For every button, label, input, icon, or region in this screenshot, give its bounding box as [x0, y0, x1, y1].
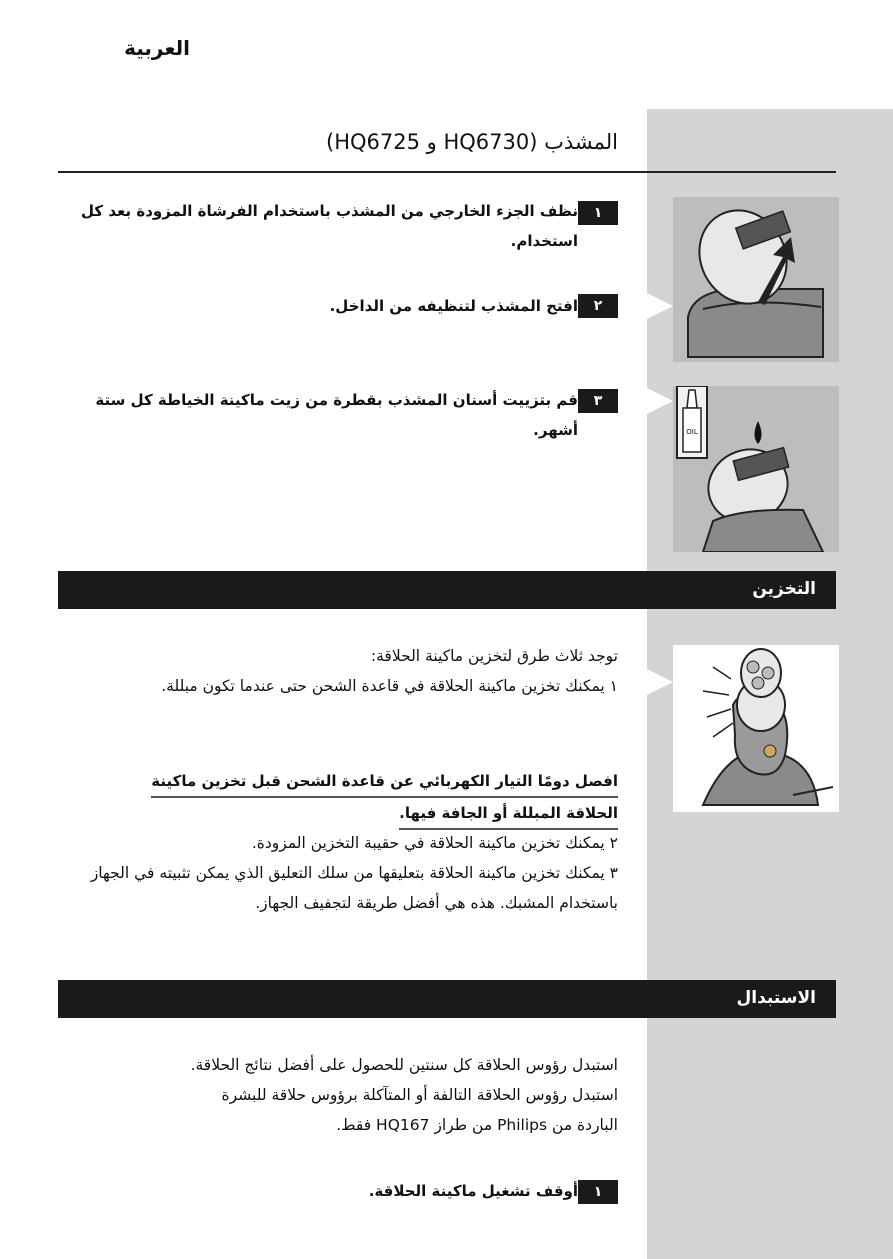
storage-warning-line-2: الحلاقة المبللة أو الجافة فيها.	[399, 798, 618, 830]
step-number-1: ١	[578, 201, 618, 225]
shaver-stand-illustration	[673, 645, 839, 812]
storage-warning-line-1: افصل دومًا التيار الكهربائي عن قاعدة الشحن قبل تخزين ماكينة	[151, 766, 618, 798]
storage-item-2: ٢ يمكنك تخزين ماكينة الحلاقة في حقيبة التخزين المزودة.	[251, 834, 618, 852]
storage-item-3: ٣ يمكنك تخزين ماكينة الحلاقة بتعليقها من سلك التعليق الذي يمكن تثبيته في الجهاز باستخدام المشبك. هذه هي أفضل طريقة لتجفيف الجهاز.	[90, 864, 618, 912]
storage-intro: توجد ثلاث طرق لتخزين ماكينة الحلاقة:	[370, 647, 618, 665]
step-number-2: ٢	[578, 294, 618, 318]
trimmer-open-illustration	[673, 197, 839, 362]
step-number-3: ٣	[578, 389, 618, 413]
trimmer-section-title: المشذب (HQ6730 و HQ6725)	[325, 130, 618, 154]
trimmer-step-3: قم بتزييت أسنان المشذب بقطرة من زيت ماكينة الخياطة كل ستة أشهر.	[95, 391, 578, 439]
language-heading: العربية	[124, 36, 190, 60]
photo-pointer-2	[647, 388, 673, 414]
replacement-section-title: الاستبدال	[736, 988, 816, 1008]
photo-pointer-3	[647, 669, 673, 695]
trimmer-oil-illustration	[673, 386, 839, 552]
storage-section-bar	[58, 571, 836, 609]
replacement-section-bar	[58, 980, 836, 1018]
photo-pointer-1	[647, 293, 673, 319]
replacement-paragraph-1: استبدل رؤوس الحلاقة كل سنتين للحصول على أفضل نتائج الحلاقة.	[190, 1056, 618, 1074]
replacement-step-1: أوقف تشغيل ماكينة الحلاقة.	[368, 1182, 578, 1200]
replacement-step-number-1: ١	[578, 1180, 618, 1204]
section-rule	[58, 171, 836, 173]
replacement-paragraph-2: استبدل رؤوس الحلاقة التالفة أو المتآكلة برؤوس حلاقة للبشرة الباردة من Philips من طراز HQ167 فقط.	[221, 1086, 618, 1134]
storage-section-title: التخزين	[752, 579, 816, 599]
trimmer-step-1: نظف الجزء الخارجي من المشذب باستخدام الفرشاة المزودة بعد كل استخدام.	[81, 202, 578, 250]
trimmer-step-2: افتح المشذب لتنظيفه من الداخل.	[329, 297, 578, 315]
oil-bottle-label: OIL	[686, 428, 698, 436]
storage-warning	[98, 766, 618, 830]
storage-item-1: ١ يمكنك تخزين ماكينة الحلاقة في قاعدة الشحن حتى عندما تكون مبللة.	[161, 677, 618, 695]
